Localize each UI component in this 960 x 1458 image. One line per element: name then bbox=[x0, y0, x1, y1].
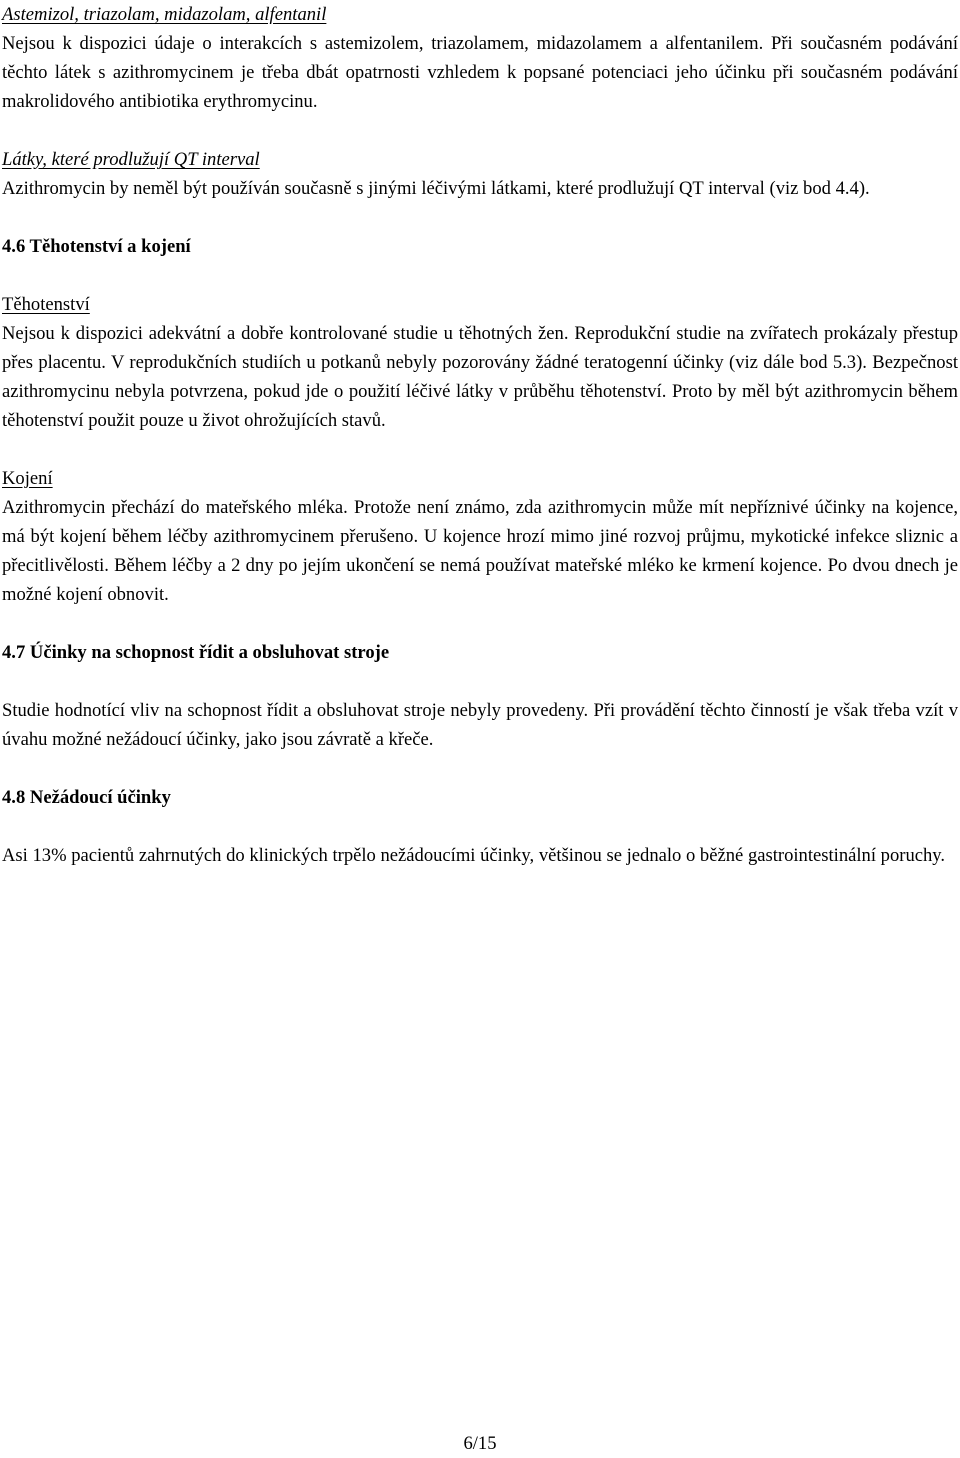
spacer bbox=[2, 812, 958, 841]
paragraph-astemizol: Nejsou k dispozici údaje o interakcích s astemizolem, triazolamem, midazolamem a alfentanilem. Při současném podávání těchto látek s azithromycinem je třeba dbát opatrnosti vzhledem k popsané potenciaci jeho účinku při současném podávání makrolidového antibiotika erythromycinu. bbox=[2, 33, 958, 112]
section-title-4-7: 4.7 Účinky na schopnost řídit a obsluhovat stroje bbox=[2, 642, 390, 663]
spacer bbox=[2, 435, 958, 464]
section-breastfeeding bbox=[2, 464, 958, 609]
section-pregnancy bbox=[2, 290, 958, 435]
spacer bbox=[2, 203, 958, 232]
spacer bbox=[2, 609, 958, 638]
paragraph-pregnancy: Nejsou k dispozici adekvátní a dobře kontrolované studie u těhotných žen. Reprodukční studie na zvířatech prokázaly přestup přes placentu. V reprodukčních studiích u potkanů nebyly pozorovány žádné teratogenní účinky (viz dále bod 5.3). Bezpečnost azithromycinu nebyla potvrzena, pokud jde o použití léčivé látky v průběhu těhotenství. Proto by měl být azithromycin během těhotenství použit pouze u život ohrožujících stavů. bbox=[2, 323, 958, 431]
document-page bbox=[2, 0, 958, 870]
paragraph-adverse-effects: Asi 13% pacientů zahrnutých do klinických trpělo nežádoucími účinky, většinou se jednalo o běžné gastrointestinální poruchy. bbox=[2, 845, 946, 866]
spacer bbox=[2, 261, 958, 290]
subheading-breastfeeding: Kojení bbox=[2, 468, 53, 489]
paragraph-driving: Studie hodnotící vliv na schopnost řídit a obsluhovat stroje nebyly provedeny. Při provádění těchto činností je však třeba vzít v úvahu možné nežádoucí účinky, jako jsou závratě a křeče. bbox=[2, 700, 958, 750]
subheading-qt-interval: Látky, které prodlužují QT interval bbox=[2, 149, 260, 170]
paragraph-breastfeeding: Azithromycin přechází do mateřského mléka. Protože není známo, zda azithromycin může mít nepříznivé účinky na kojence, má být kojení během léčby azithromycinem přerušeno. U kojence hrozí mimo jiné rozvoj průjmu, mykotické infekce sliznic a přecitlivělosti. Během léčby a 2 dny po jejím ukončení se nemá používat mateřské mléko ke krmení kojence. Po dvou dnech je možné kojení obnovit. bbox=[2, 497, 958, 605]
section-qt-interval bbox=[2, 145, 958, 203]
subheading-astemizol: Astemizol, triazolam, midazolam, alfentanil bbox=[2, 4, 327, 25]
spacer bbox=[2, 116, 958, 145]
spacer bbox=[2, 667, 958, 696]
subheading-pregnancy: Těhotenství bbox=[2, 294, 90, 315]
section-title-4-6: 4.6 Těhotenství a kojení bbox=[2, 236, 191, 257]
section-astemizol bbox=[2, 0, 958, 116]
section-title-4-8: 4.8 Nežádoucí účinky bbox=[2, 787, 171, 808]
page-number: 6/15 bbox=[463, 1433, 497, 1454]
spacer bbox=[2, 754, 958, 783]
paragraph-qt-interval: Azithromycin by neměl být používán současně s jinými léčivými látkami, které prodlužují QT interval (viz bod 4.4). bbox=[2, 178, 870, 199]
